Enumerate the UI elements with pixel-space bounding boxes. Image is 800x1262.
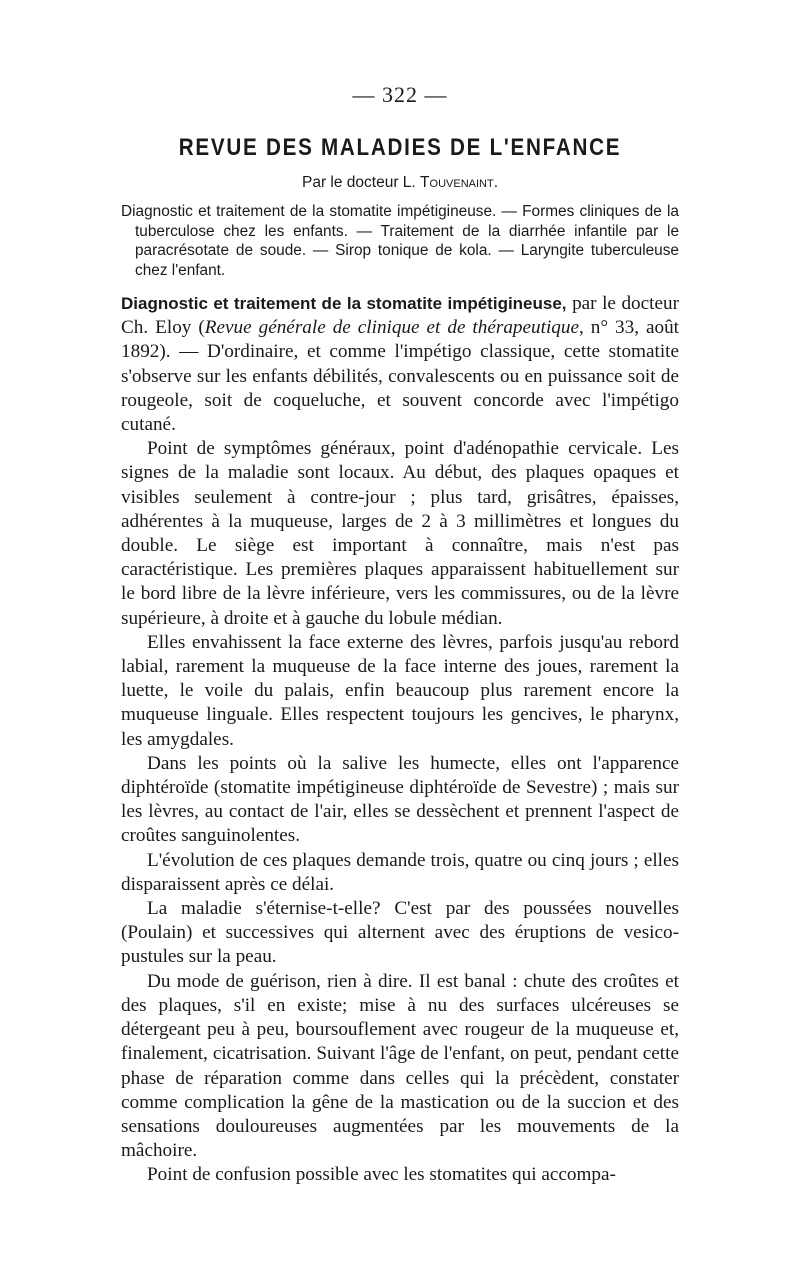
- section-title: REVUE DES MALADIES DE L'ENFANCE: [178, 134, 622, 161]
- article-heading: Diagnostic et traitement de la stomatite impétigineuse,: [121, 294, 567, 313]
- page-number: — 322 —: [352, 82, 448, 107]
- chapter-summary: Diagnostic et traitement de la stomatite impétigineuse. — Formes cliniques de la tuberculose chez les enfants. — Traitement de la diarrhée infantile par le paracrésotate de soude. — Sirop tonique de kola. — Laryngite tuberculeuse chez l'enfant.: [121, 203, 679, 279]
- byline-author: Touvenaint.: [420, 174, 498, 191]
- paragraph: La maladie s'éternise-t-elle? C'est par des poussées nouvelles (Poulain) et successives qui alternent avec des éruptions de vesico-pustules sur la peau.: [121, 898, 679, 968]
- paragraph: Dans les points où la salive les humecte, elles ont l'apparence diphtéroïde (stomatite impétigineuse diphtéroïde de Sevestre) ; mais sur les lèvres, au contact de l'air, elles se dessèchent et prennent l'aspect de croûtes sanguinolentes.: [121, 752, 679, 847]
- paragraph: Point de symptômes généraux, point d'adénopathie cervicale. Les signes de la maladie sont locaux. Au début, des plaques opaques et visibles seulement à contre-jour ; plus tard, grisâtres, épaisses, adhérentes à la muqueuse, larges de 2 à 3 millimètres et longues du double. Le siège est important à connaître, mais n'est pas caractéristique. Les premières plaques apparaissent habituellement sur le bord libre de la lèvre inférieure, vers les commissures, ou de la lèvre supérieure, à droite et à gauche du lobule médian.: [121, 438, 679, 629]
- article-body: [121, 292, 679, 1188]
- byline-prefix: Par le docteur L.: [302, 174, 416, 191]
- paragraph: Elles envahissent la face externe des lèvres, parfois jusqu'au rebord labial, rarement la muqueuse de la face interne des joues, rarement la luette, le voile du palais, enfin beaucoup plus rarement encore la muqueuse linguale. Elles respectent toujours les gencives, le pharynx, les amygdales.: [121, 631, 679, 750]
- paragraph: Point de confusion possible avec les stomatites qui accompa-: [147, 1164, 616, 1186]
- book-page: [121, 82, 679, 1188]
- article-intro-rest: , n° 33, août 1892). — D'ordinaire, et comme l'impétigo classique, cette stomatite s'observe sur les enfants débilités, convalescents ou en puissance soit de rougeole, soit de coqueluche, et souvent concorde avec l'impétigo cutané.: [121, 317, 680, 436]
- article-intro-paragraph: [121, 292, 679, 437]
- article-intro-author: par le docteur Ch. Eloy (: [121, 293, 679, 339]
- byline: [121, 174, 679, 192]
- paragraph: Du mode de guérison, rien à dire. Il est banal : chute des croûtes et des plaques, s'il en existe; mise à nu des surfaces ulcéreuses se détergeant peu à peu, boursouflement avec rougeur de la muqueuse et, finalement, cicatrisation. Suivant l'âge de l'enfant, on peut, pendant cette phase de réparation comme dans celles qui la précèdent, constater comme complication la gêne de la mastication ou de la succion et des sensations douloureuses augmentées par les mouvements de la mâchoire.: [121, 970, 679, 1162]
- journal-title: Revue générale de clinique et de thérapeutique: [204, 317, 580, 339]
- paragraph: L'évolution de ces plaques demande trois, quatre ou cinq jours ; elles disparaissent après ce délai.: [121, 849, 679, 895]
